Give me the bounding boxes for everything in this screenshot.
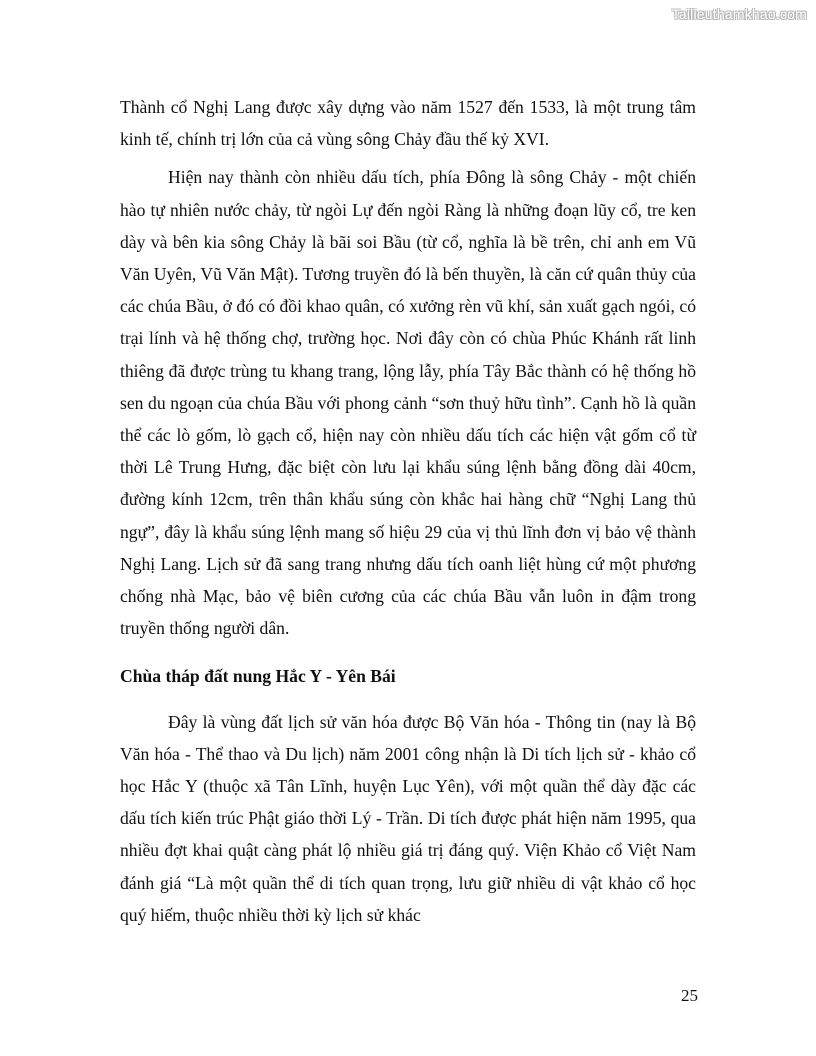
watermark-text: Tailieuthamkhao.com: [671, 6, 807, 22]
paragraph-history: Hiện nay thành còn nhiều dấu tích, phía Đông là sông Chảy - một chiến hào tự nhiên nước chảy, từ ngòi Lự đến ngòi Ràng là những đoạn lũy cổ, tre ken dày và bên kia sông Chảy là bãi soi Bầu (từ cổ, nghĩa là bề trên, chỉ anh em Vũ Văn Uyên, Vũ Văn Mật). Tương truyền đó là bến thuyền, là căn cứ quân thủy của các chúa Bầu, ở đó có đồi khao quân, có xưởng rèn vũ khí, sản xuất gạch ngói, có trại lính và hệ thống chợ, trường học. Nơi đây còn có chùa Phúc Khánh rất linh thiêng đã được trùng tu khang trang, lộng lẫy, phía Tây Bắc thành có hệ thống hồ sen du ngoạn của chúa Bầu với phong cảnh “sơn thuỷ hữu tình”. Cạnh hồ là quần thể các lò gốm, lò gạch cổ, hiện nay còn nhiều dấu tích các hiện vật gốm cổ từ thời Lê Trung Hưng, đặc biệt còn lưu lại khẩu súng lệnh bằng đồng dài 40cm, đường kính 12cm, trên thân khẩu súng còn khắc hai hàng chữ “Nghị Lang thủ ngự”, đây là khẩu súng lệnh mang số hiệu 29 của vị thủ lĩnh đơn vị bảo vệ thành Nghị Lang. Lịch sử đã sang trang nhưng dấu tích oanh liệt hùng cứ một phương chống nhà Mạc, bảo vệ biên cương của các chúa Bầu vẫn luôn in đậm trong truyền thống người dân.: [120, 167, 696, 639]
paragraph-hac-y: Đây là vùng đất lịch sử văn hóa được Bộ Văn hóa - Thông tin (nay là Bộ Văn hóa - Thể thao và Du lịch) năm 2001 công nhận là Di tích lịch sử - khảo cổ học Hắc Y (thuộc xã Tân Lĩnh, huyện Lục Yên), với một quần thể dày đặc các dấu tích kiến trúc Phật giáo thời Lý - Trần. Di tích được phát hiện năm 1995, qua nhiều đợt khai quật càng phát lộ nhiều giá trị đáng quý. Viện Khảo cổ Việt Nam đánh giá “Là một quần thể di tích quan trọng, lưu giữ nhiều di vật khảo cổ học quý hiếm, thuộc nhiều thời kỳ lịch sử khác: [120, 711, 696, 925]
paragraph-intro: Thành cổ Nghị Lang được xây dựng vào năm 1527 đến 1533, là một trung tâm kinh tế, chính trị lớn của cả vùng sông Chảy đầu thế kỷ XVI.: [120, 97, 696, 150]
page-number: 25: [681, 986, 698, 1005]
section-heading: Chùa tháp đất nung Hắc Y - Yên Bái: [120, 666, 396, 687]
document-body: [120, 91, 696, 931]
